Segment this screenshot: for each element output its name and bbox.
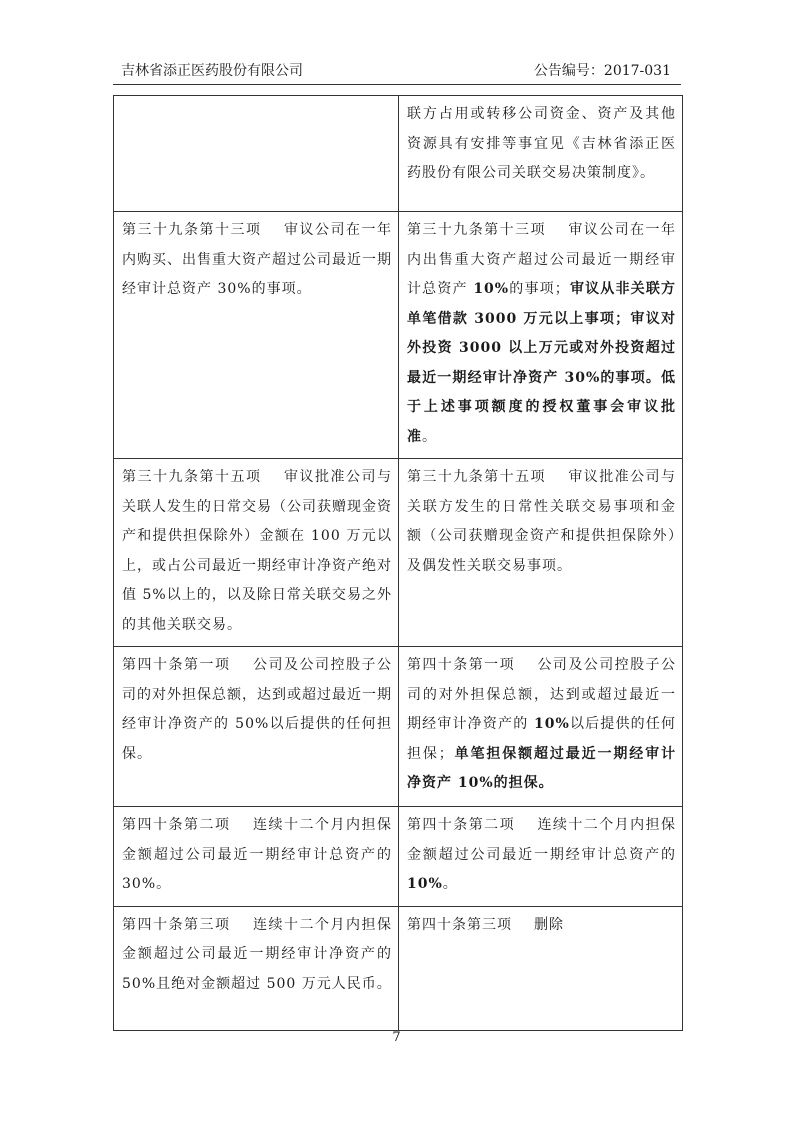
text-segment: 第三十九条第十三项 (407, 222, 546, 238)
text-segment: 。 (442, 876, 458, 892)
table-row (114, 212, 683, 459)
text-segment: 删除 (534, 916, 564, 933)
revised-clause-cell (399, 212, 683, 459)
text-segment: 第四十条第三项 (122, 916, 231, 933)
text-segment: 公司及公司控股子公司的对外担保总额，达到或超过最近一期经审计净资产的 50%以后提供的任何担保。 (122, 657, 392, 762)
text-segment: 连续十二个月内担保金额超过公司最近一期经审计总资产的 (407, 817, 676, 863)
bold-text-segment: 10% (534, 716, 570, 732)
notice-number: 公告编号：2017-031 (533, 63, 671, 79)
comparison-table (113, 95, 683, 1031)
revised-clause-cell (399, 96, 683, 212)
table-row (114, 647, 683, 807)
text-segment: 审议公司在一年内出售重大资产超过公司最近一期经审计总资产 (407, 222, 676, 297)
text-segment: 第四十条第一项 (407, 657, 516, 673)
bold-text-segment: 审议从非关联方单笔借款 3000 万元以上事项；审议对外投资 3000 以上万元或对外投资超过最近一期经审计净资产 30%的事项。低于上述事项额度的授权董事会审议批准 (407, 281, 676, 445)
original-clause-cell (114, 96, 399, 212)
text-segment: 审议公司在一年内购买、出售重大资产超过公司最近一期经审计总资产 30%的事项。 (122, 222, 392, 297)
bold-text-segment: 10% (407, 876, 443, 892)
table-row (114, 906, 683, 1030)
original-clause-cell (114, 647, 399, 807)
bold-text-segment: 单笔担保额超过最近一期经审计净资产 10%的担保。 (407, 745, 676, 791)
text-segment: 审议批准公司与关联人发生的日常交易（公司获赠现金资产和提供担保除外）金额在 100 万元以上，或占公司最近一期经审计净资产绝对值 5%以上的，以及除日常关联交易之外的其他关联交易。 (122, 469, 392, 633)
bold-text-segment: 10% (473, 281, 510, 297)
text-segment: 联方占用或转移公司资金、资产及其他资源具有安排等事宜见《吉林省添正医药股份有限公司关联交易决策制度》。 (407, 106, 676, 181)
text-segment: 连续十二个月内担保金额超过公司最近一期经审计总资产的 30%。 (122, 817, 392, 892)
company-name: 吉林省添正医药股份有限公司 (121, 63, 303, 79)
original-clause-cell (114, 906, 399, 1030)
text-segment: 审议批准公司与关联方发生的日常性关联交易事项和金额（公司获赠现金资产和提供担保除外）及偶发性关联交易事项。 (407, 469, 676, 574)
text-segment: 公司及公司控股子公司的对外担保总额，达到或超过最近一期经审计净资产的 (407, 657, 676, 732)
original-clause-cell (114, 212, 399, 459)
table-row (114, 96, 683, 212)
text-segment: 第三十九条第十三项 (122, 222, 262, 238)
text-segment: 第四十条第二项 (407, 817, 516, 833)
revised-clause-cell (399, 647, 683, 807)
revised-clause-cell (399, 906, 683, 1030)
revised-clause-cell (399, 459, 683, 647)
text-segment: 的事项； (509, 281, 570, 297)
text-segment: 第四十条第二项 (122, 817, 231, 833)
page-number: 7 (392, 1030, 401, 1045)
text-segment: 以后提供的任何担保； (407, 716, 676, 762)
text-segment: 第四十条第三项 (407, 916, 512, 933)
page-header (113, 56, 681, 85)
original-clause-cell (114, 459, 399, 647)
table-row (114, 459, 683, 647)
text-segment: 连续十二个月内担保金额超过公司最近一期经审计净资产的 50%且绝对金额超过 500 万元人民币。 (122, 916, 392, 992)
text-segment: 第三十九条第十五项 (122, 469, 262, 485)
revised-clause-cell (399, 807, 683, 907)
text-segment: 第三十九条第十五项 (407, 469, 546, 485)
text-segment: 。 (422, 428, 437, 445)
text-segment: 第四十条第一项 (122, 657, 231, 673)
table-row (114, 807, 683, 907)
original-clause-cell (114, 807, 399, 907)
